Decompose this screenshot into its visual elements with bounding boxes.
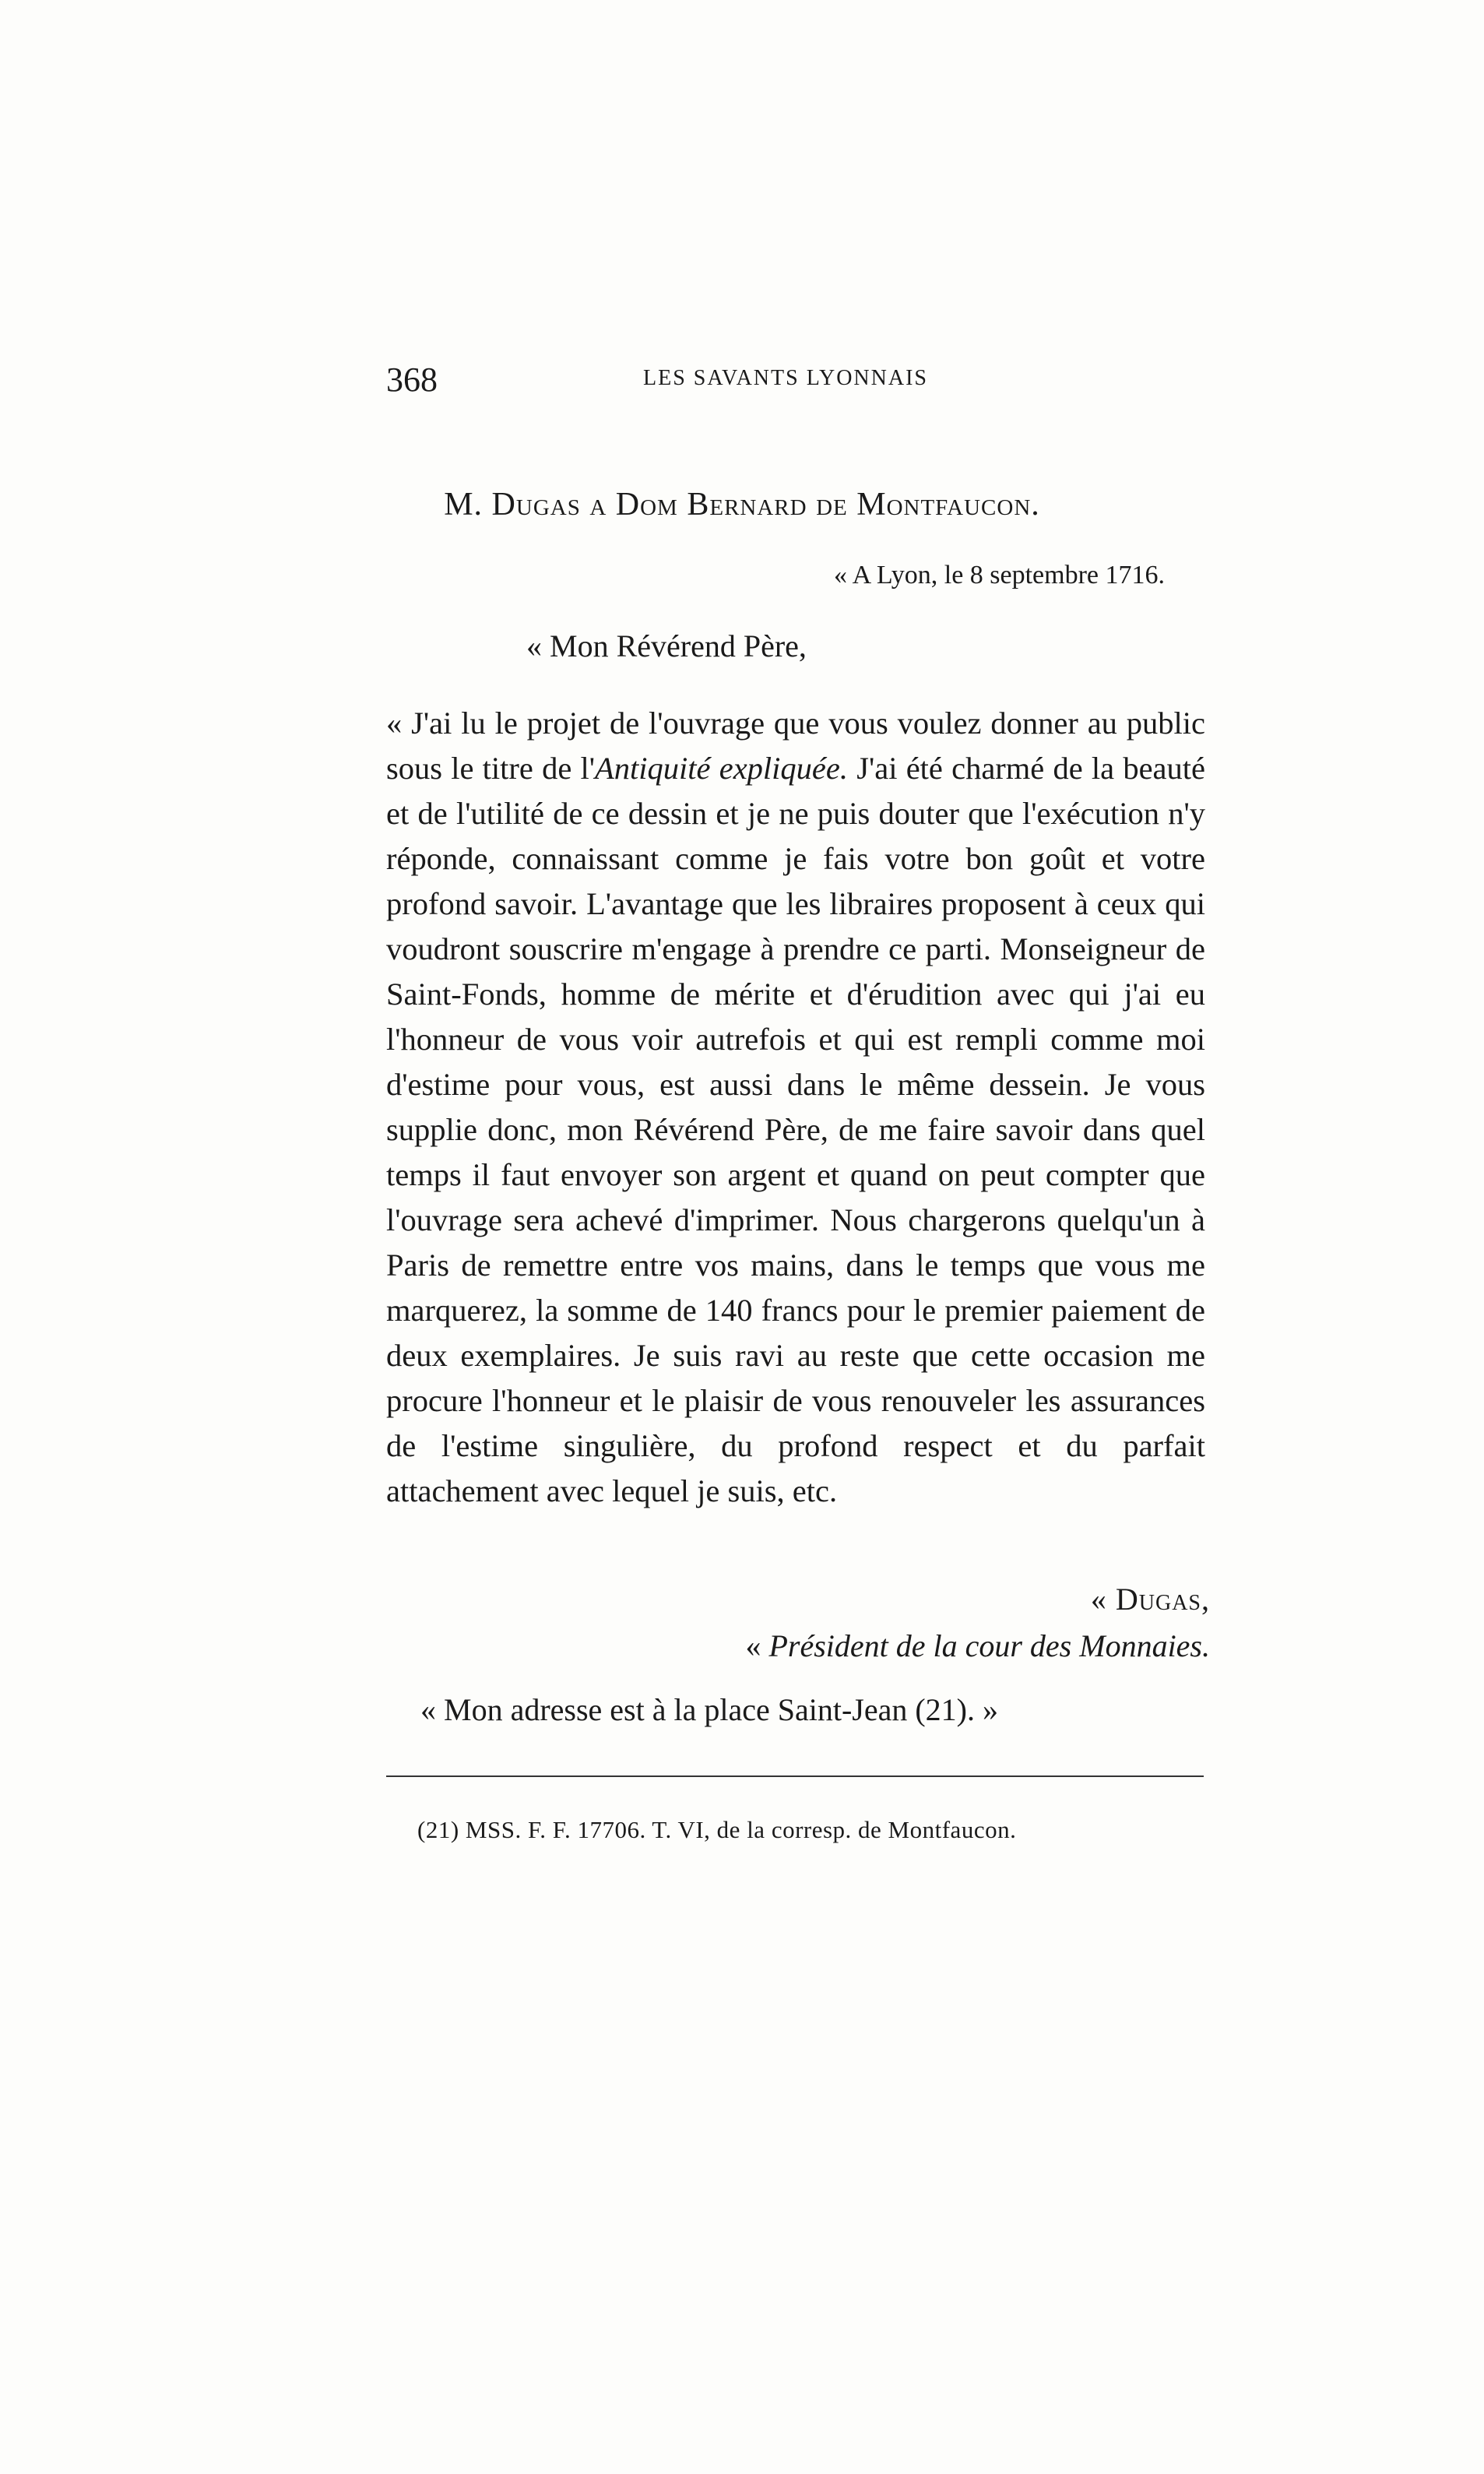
letter-body-part-1: « J'ai lu le projet de l'ouvrage que vous voulez donner au public sous le titre de l' [386, 706, 1205, 786]
letter-dateline: « A Lyon, le 8 septembre 1716. [834, 561, 1165, 589]
letter-body-part-2: J'ai été charmé de la beauté et de l'utilité de ce dessin et je ne puis douter que l'exécution n'y réponde, connaissant comme je fais votre bon goût et votre profond savoir. L'avantage que les libraires proposent à ceux qui voudront souscrire m'engage à prendre ce parti. Monseigneur de Saint-Fonds, homme de mérite et d'érudition avec qui j'ai eu l'honneur de vous voir autrefois et qui est rempli comme moi d'estime pour vous, est aussi dans le même dessein. Je vous supplie donc, mon Révérend Père, de me faire savoir dans quel temps il faut envoyer son argent et quand on peut compter que l'ouvrage sera achevé d'imprimer. Nous chargerons quelqu'un à Paris de remettre entre vos mains, dans le temps que vous me marquerez, la somme de 140 francs pour le premier paiement de deux exemplaires. Je suis ravi au reste que cette occasion me procure l'honneur et le plaisir de vous renouveler les assurances de l'estime singulière, du profond respect et du parfait attachement avec lequel je suis, etc. [386, 751, 1205, 1508]
letter-salutation: « Mon Révérend Père, [526, 628, 807, 663]
running-head: LES SAVANTS LYONNAIS [643, 366, 928, 390]
page-number: 368 [386, 361, 438, 399]
page-header [386, 360, 1204, 406]
letter-postscript: « Mon adresse est à la place Saint-Jean (21). » [420, 1692, 998, 1727]
signature-name: « Dugas, [1090, 1582, 1210, 1617]
letter-body-book-title: Antiquité expliquée. [595, 751, 849, 786]
letter-signature [745, 1576, 1210, 1670]
footnote-divider [386, 1775, 1204, 1777]
letter-title: M. Dugas a Dom Bernard de Montfaucon. [444, 487, 1040, 523]
signature-title-line [745, 1623, 1210, 1670]
signature-title: Président de la cour des Monnaies. [768, 1628, 1210, 1663]
footnote: (21) MSS. F. F. 17706. T. VI, de la corresp. de Montfaucon. [417, 1816, 1017, 1843]
letter-body [386, 701, 1205, 1514]
signature-title-quote: « [745, 1628, 769, 1663]
